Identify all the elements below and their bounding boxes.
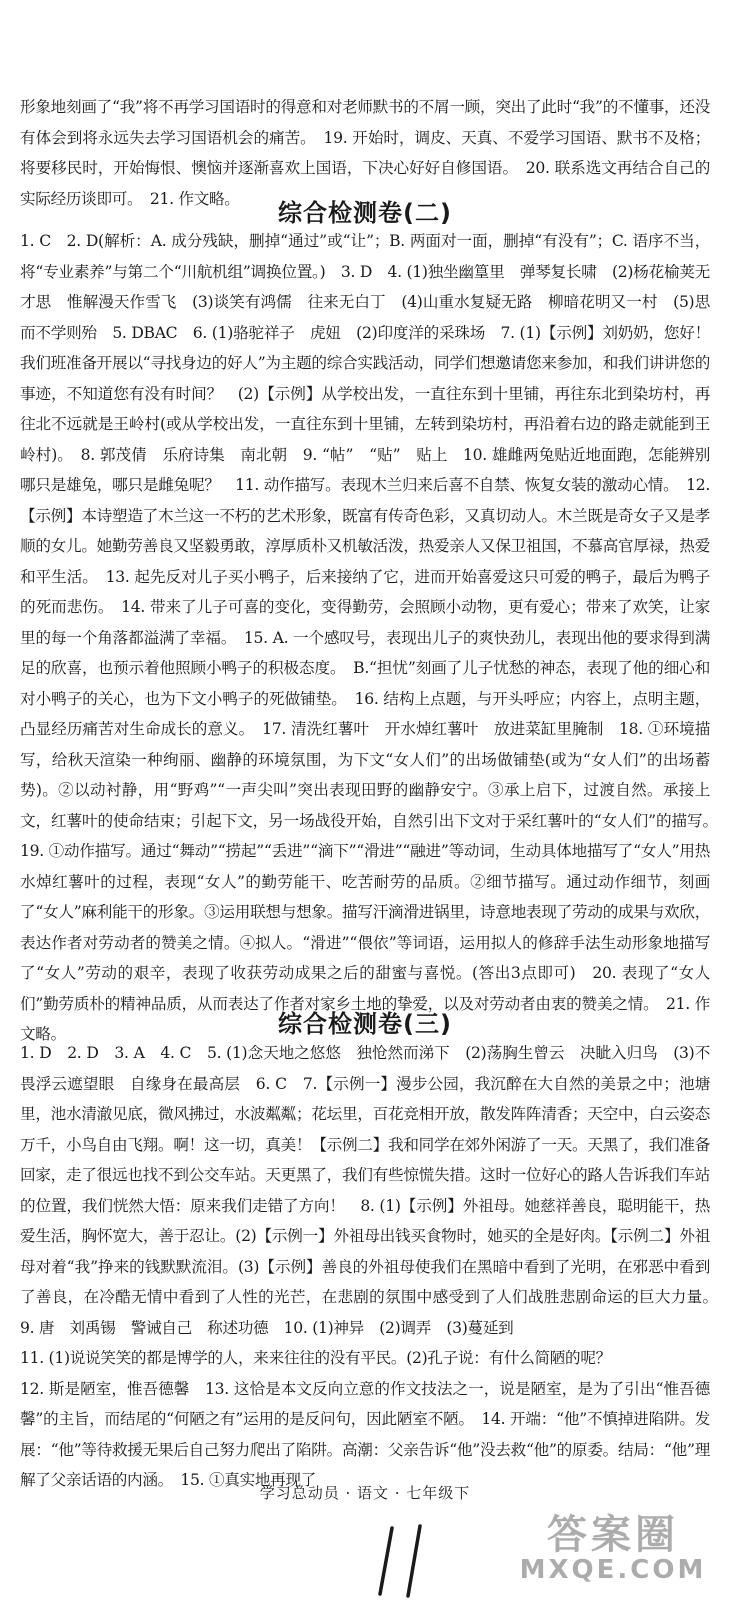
section-2-answers: 1. C 2. D(解析：A. 成分残缺，删掉“通过”或“让”；B. 两面对一面，删掉“有没有”；C. 语序不当，将“专业素养”与第二个“川航机组”调换位置。) 3. D 4. (1)独坐幽篁里 弹琴复长啸 (2)杨花榆荚无才思 惟解漫天作雪飞 (3)谈笑有鸿儒 往来无白丁 (4)山重水复疑无路 柳暗花明又一村 (5)思而不学则殆 5. DBAC 6. (1)骆驼祥子 虎妞 (2)印度洋的采珠场 7. (1)【示例】刘奶奶，您好！我们班准备开展以“寻找身边的好人”为主题的综合实践活动，同学们想邀请您来参加，和我们讲讲您的事迹，不知道您有没有时间？ (2)【示例】从学校出发，一直往东到十里铺，再往东北到染坊村，再往北不远就是王岭村(或从学校出发，一直往东到十里铺，左转到染坊村，再沿着右边的路走就能到王岭村)。 8. 郭茂倩 乐府诗集 南北朝 9. “帖” “贴” 贴上 10. 雄雌两兔贴近地面跑，怎能辨别哪只是雄兔，哪只是雌兔呢？ 11. 动作描写。表现木兰归来后喜不自禁、恢复女装的激动心情。 12.【示例】本诗塑造了木兰这一不朽的艺术形象，既富有传奇色彩，又真切动人。木兰既是奇女子又是孝顺的女儿。她勤劳善良又坚毅勇敢，淳厚质朴又机敏活泼，热爱亲人又保卫祖国，不慕高官厚禄，热爱和平生活。 13. 起先反对儿子买小鸭子，后来接纳了它，进而开始喜爱这只可爱的鸭子，最后为鸭子的死而悲伤。 14. 带来了儿子可喜的变化，变得勤劳，会照顾小动物，更有爱心；带来了欢笑，让家里的每一个角落都溢满了幸福。 15. A. 一个感叹号，表现出儿子的爽快劲儿，表现出他的要求得到满足的欣喜，也预示着他照顾小鸭子的积极态度。 B.“担忧”刻画了儿子忧愁的神态，表现了他的细心和对小鸭子的关心，也为下文小鸭子的死做铺垫。 16. 结构上点题，与开头呼应；内容上，点明主题，凸显经历痛苦对生命成长的意义。 17. 清洗红薯叶 开水焯红薯叶 放进菜缸里腌制 18. ①环境描写，给秋天渲染一种绚丽、幽静的环境氛围，为下文“女人们”的出场做铺垫(或为“女人们”的出场蓄势)。②以动衬静，用“野鸡”“一声尖叫”突出表现田野的幽静安宁。③承上启下，过渡自然。承接上文，红薯叶的使命结束；引起下文，另一场战役开始，自然引出下文对于采红薯叶的“女人们”的描写。 19. ①动作描写。通过“舞动”“捞起”“丢进”“滴下”“滑进”“融进”等动词，生动具体地描写了“女人”用热水焯红薯叶的过程，表现“女人”的勤劳能干、吃苦耐劳的品质。②细节描写。通过动作细节，刻画了“女人”麻利能干的形象。③运用联想与想象。描写汗滴滑进锅里，诗意地表现了劳动的成果与欢欣，表达作者对劳动者的赞美之情。④拟人。“滑进”“偎依”等词语，运用拟人的修辞手法生动形象地描写了“女人”劳动的艰辛，表现了收获劳动成果之后的甜蜜与喜悦。(答出3点即可) 20. 表现了“女人们”勤劳质朴的精神品质，从而表达了作者对家乡土地的挚爱，以及对劳动者由衷的赞美之情。 21. 作文略。 bbox=[20, 232, 726, 1043]
watermark-logo bbox=[508, 1503, 718, 1593]
handwritten-page-number bbox=[362, 1520, 452, 1600]
section-2-title: 综合检测卷(二) bbox=[278, 199, 452, 227]
watermark-main-text: 答案圈 bbox=[547, 1512, 679, 1558]
page-footer: 学习总动员 · 语文 · 七年级下 bbox=[259, 1484, 471, 1502]
watermark-url-text: MXQE.COM bbox=[519, 1555, 707, 1585]
section-3-title: 综合检测卷(三) bbox=[278, 1010, 452, 1038]
intro-answers: 形象地刻画了“我”将不再学习国语时的得意和对老师默书的不屑一顾，突出了此时“我”的不懂事，还没有体会到将永远失去学习国语机会的痛苦。 19. 开始时，调皮、天真、不爱学习国语、默书不及格；将要移民时，开始悔恨、懊恼并逐渐喜欢上国语，下决心好好自修国语。 20. 联系选文再结合自己的实际经历谈即可。 21. 作文略。 bbox=[20, 98, 710, 208]
section-3-answers: 1. D 2. D 3. A 4. C 5. (1)念天地之悠悠 独怆然而涕下 (2)荡胸生曾云 决眦入归鸟 (3)不畏浮云遮望眼 自缘身在最高层 6. C 7.【示例一】漫步公园，我沉醉在大自然的美景之中；池塘里，池水清澈见底，微风拂过，水波粼粼；花坛里，百花竞相开放，散发阵阵清香；天空中，白云姿态万千，小鸟自由飞翔。啊！这一切，真美！【示例二】我和同学在郊外闲游了一天。天黑了，我们准备回家，走了很远也找不到公交车站。天更黑了，我们有些惊慌失措。这时一位好心的路人告诉我们车站的位置，我们恍然大悟：原来我们走错了方向！ 8. (1)【示例】外祖母。她慈祥善良，聪明能干，热爱生活，胸怀宽大，善于忍让。(2)【示例一】外祖母出钱买食物时，她买的全是好肉。【示例二】外祖母对着“我”挣来的钱默默流泪。(3)【示例】善良的外祖母使我们在黑暗中看到了光明，在邪恶中看到了善良，在冷酷无情中看到了人性的光芒，在悲剧的氛围中感受到了人们战胜悲剧命运的巨大力量。 9. 唐 刘禹锡 警诫自己 称述功德 10. (1)神异 (2)调弄 (3)蔓延到 11. (1)说说笑笑的都是博学的人，来来往往的没有平民。(2)孔子说：有什么简陋的呢？ 12. 斯是陋室，惟吾德馨 13. 这恰是本文反向立意的作文技法之一，说是陋室，是为了引出“惟吾德馨”的主旨，而结尾的“何陋之有”运用的是反问句，因此陋室不陋。 14. 开端：“他”不慎掉进陷阱。发展：“他”等待救援无果后自己努力爬出了陷阱。高潮：父亲告诉“他”没去救“他”的原委。结局：“他”理解了父亲话语的内涵。 15. ①真实地再现了 bbox=[20, 1044, 710, 1489]
